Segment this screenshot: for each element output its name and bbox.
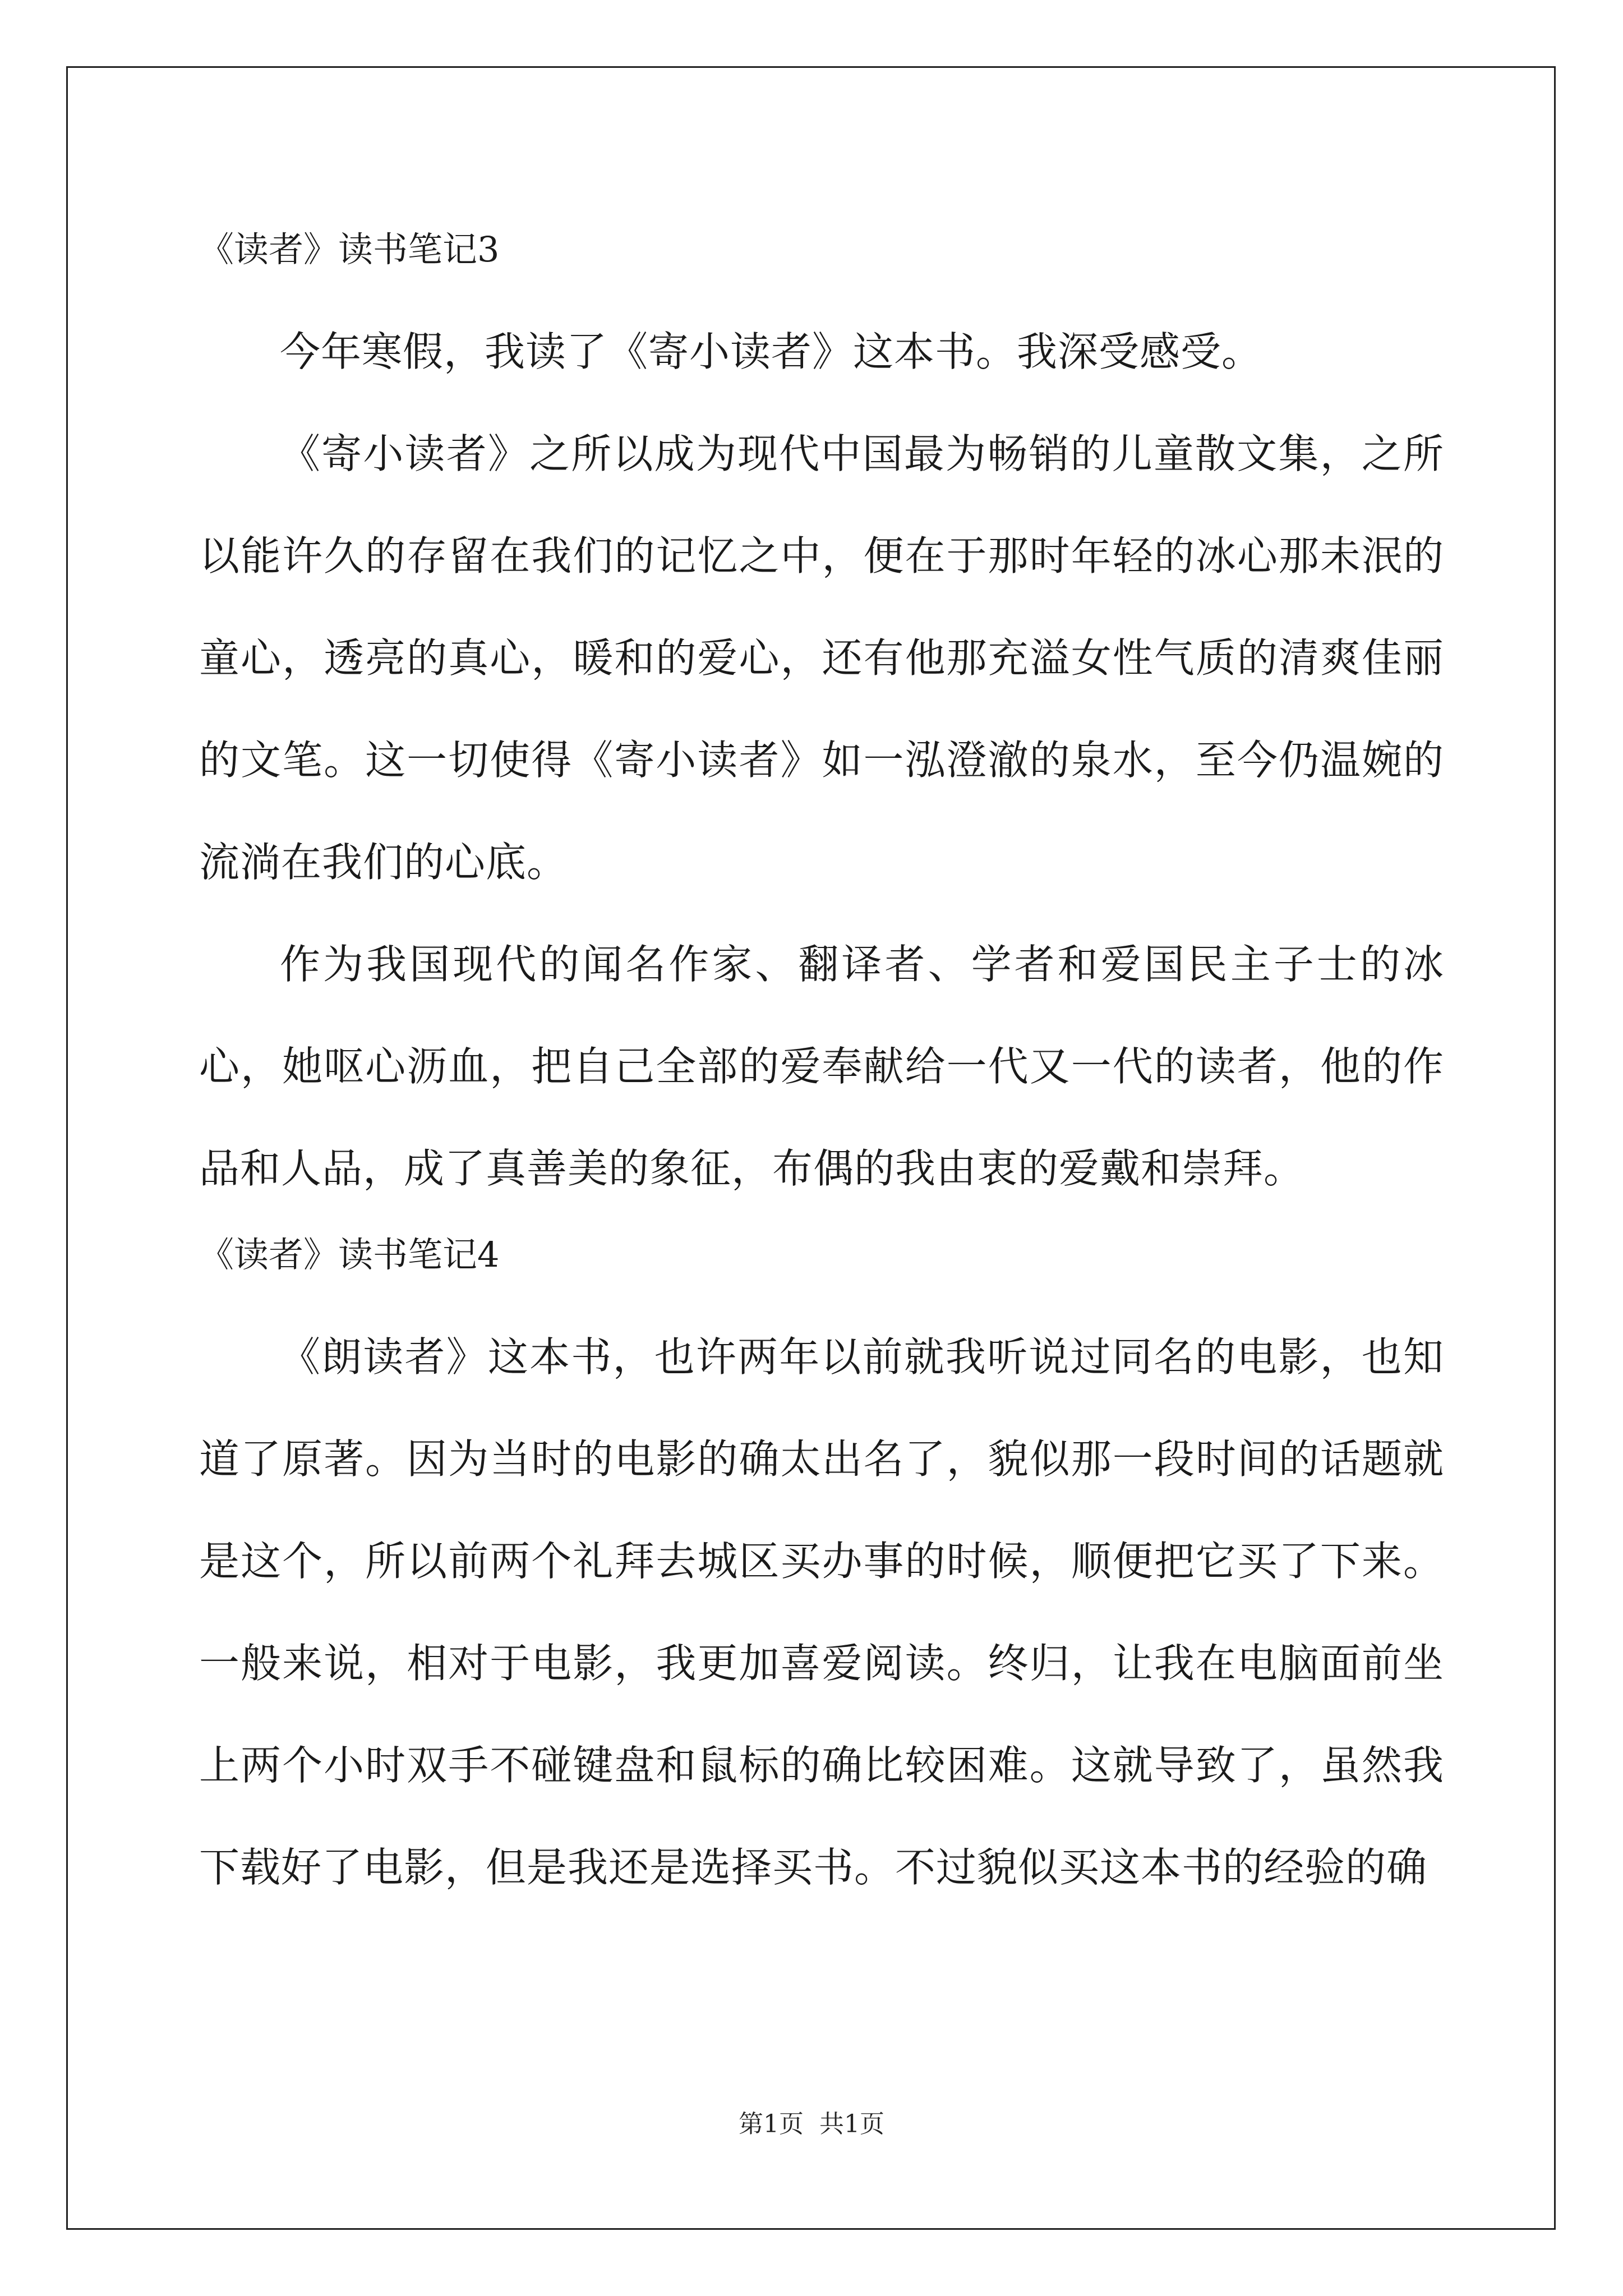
document-body <box>199 219 1444 1954</box>
section-heading: 《读者》读书笔记4 <box>199 1234 500 1275</box>
paragraph: 作为我国现代的闻名作家、翻译者、学者和爱国民主子士的冰心，她呕心沥血，把自己全部的爱奉献给一代又一代的读者，他的作品和人品，成了真善美的象征，布偶的我由衷的爱戴和崇拜。 <box>199 941 1444 1192</box>
section-notes-4 <box>199 1220 1444 1934</box>
page-footer: 第1页 共1页 <box>739 2110 884 2138</box>
paragraph: 《寄小读者》之所以成为现代中国最为畅销的儿童散文集，之所以能许久的存留在我们的记忆之中，便在于那时年轻的冰心那未泯的童心，透亮的真心，暖和的爱心，还有他那充溢女性气质的清爽佳丽的文笔。这一切使得《寄小读者》如一泓澄澈的泉水，至今仍温婉的流淌在我们的心底。 <box>199 430 1444 886</box>
section-heading: 《读者》读书笔记3 <box>199 229 500 270</box>
paragraph: 今年寒假，我读了《寄小读者》这本书。我深受感受。 <box>280 328 1263 375</box>
section-notes-3 <box>199 219 1444 1240</box>
paragraph: 《朗读者》这本书，也许两年以前就我听说过同名的电影，也知道了原著。因为当时的电影的确太出名了，貌似那一段时间的话题就是这个，所以前两个礼拜去城区买办事的时候，顺便把它买了下来。一般来说，相对于电影，我更加喜爱阅读。终归，让我在电脑面前坐上两个小时双手不碰键盘和鼠标的确比较困难。这就导致了，虽然我下载好了电影，但是我还是选择买书。不过貌似买这本书的经验的确 <box>199 1333 1444 1891</box>
